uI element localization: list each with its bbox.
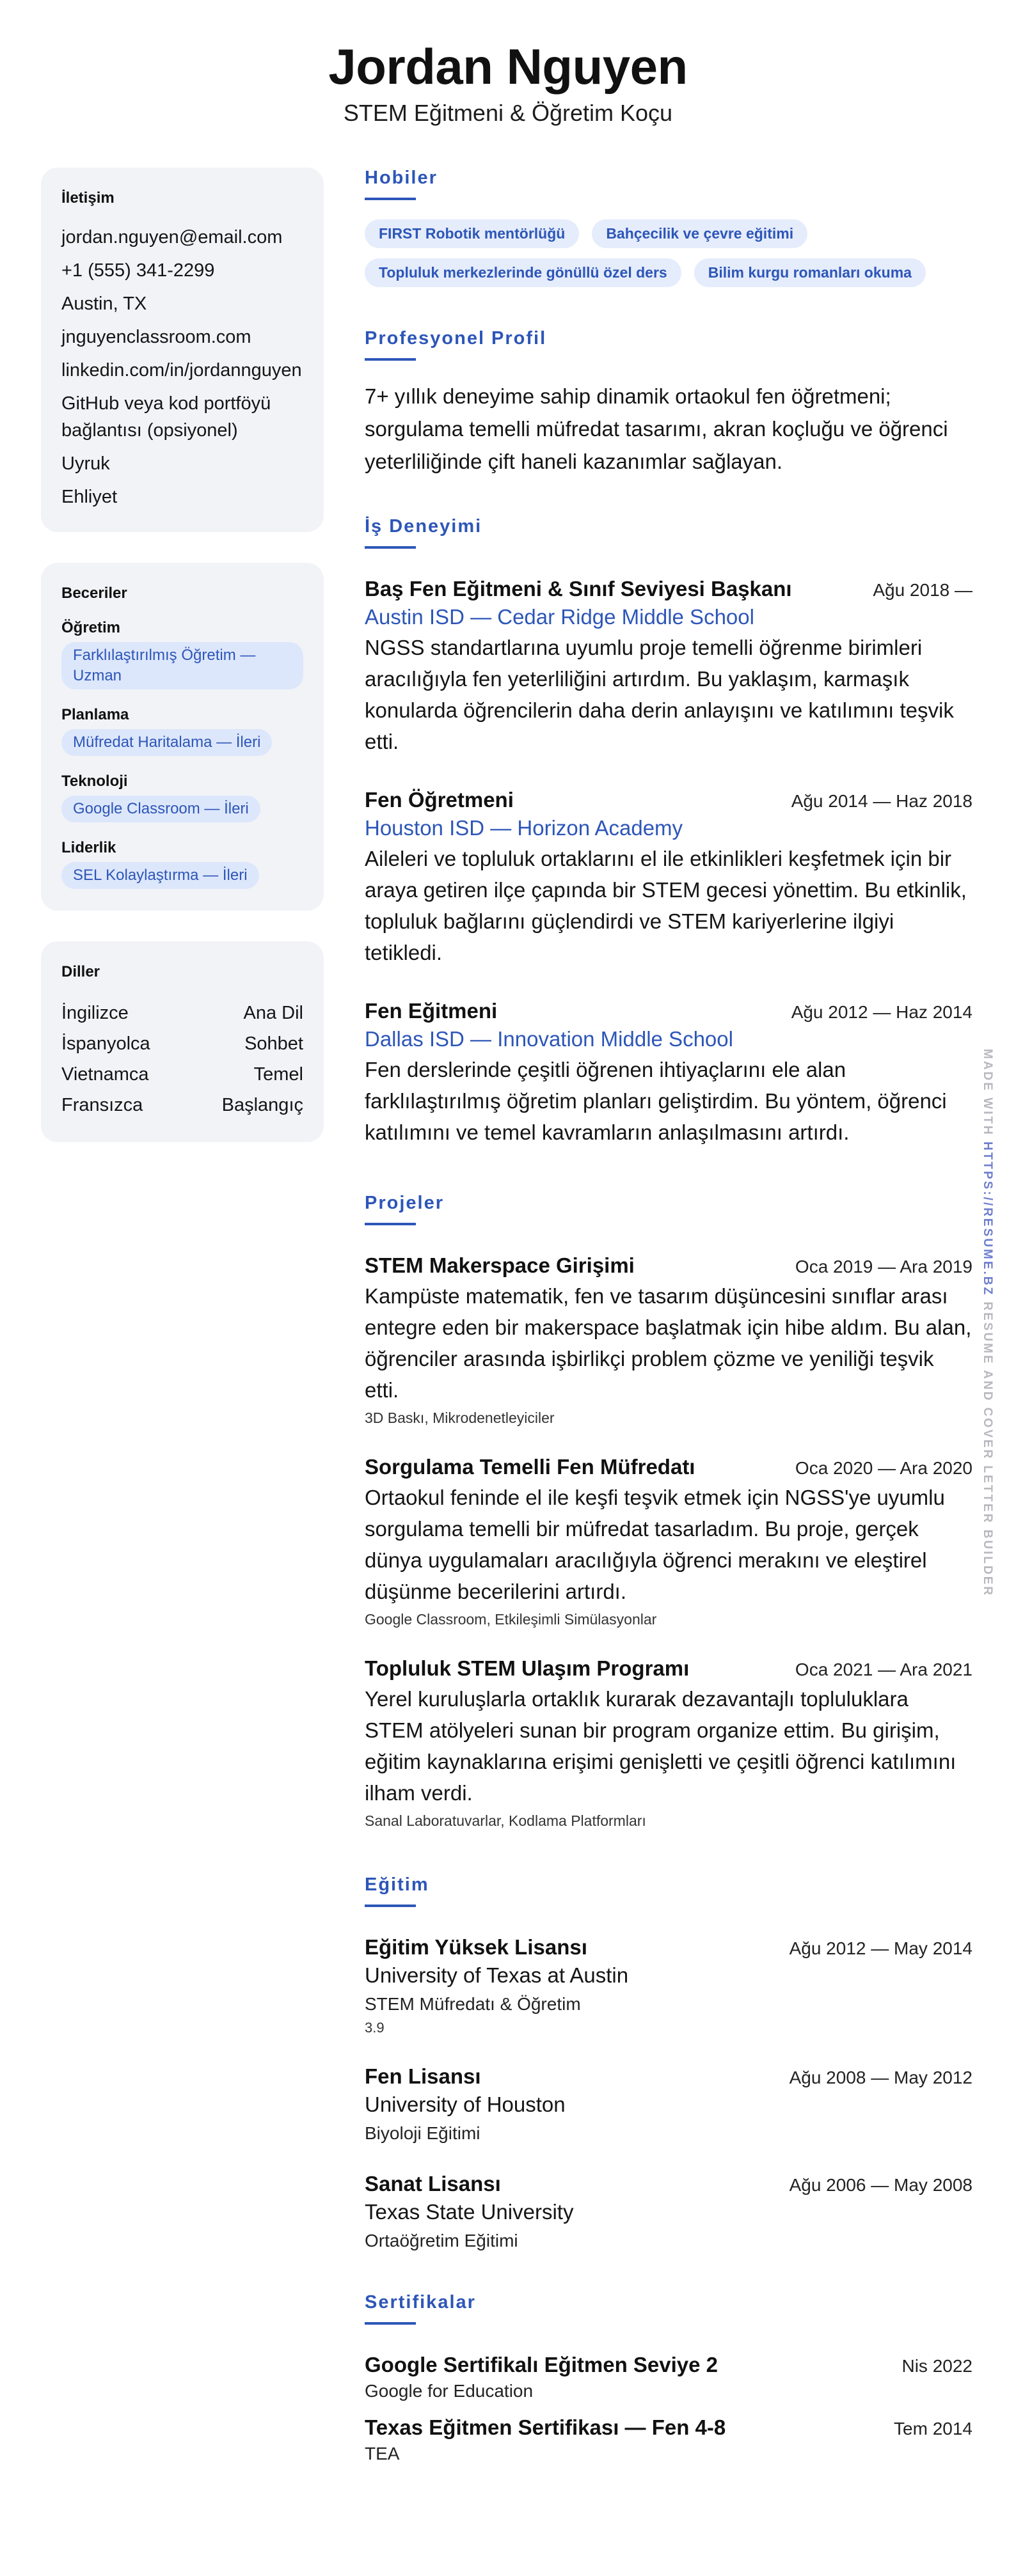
- section-title: Eğitim: [365, 1874, 429, 1895]
- project-description: Kampüste matematik, fen ve tasarım düşüncesini sınıflar arası entegre eden bir makerspace başlatmak için hibe aldım. Bu alan, öğrenciler arasında işbirlikçi problem çözme ve yeniliği teşvik etti.: [365, 1284, 972, 1402]
- school-name: University of Houston: [365, 2093, 566, 2116]
- hobby-tag: Topluluk merkezlerinde gönüllü özel ders: [365, 258, 681, 287]
- languages-card: [41, 941, 324, 1142]
- education-date: Ağu 2008 — May 2012: [789, 2068, 972, 2087]
- project-title: STEM Makerspace Girişimi: [365, 1253, 635, 1277]
- project-entry: [365, 1253, 972, 1427]
- language-row: [61, 1028, 303, 1059]
- school-name: Texas State University: [365, 2200, 574, 2224]
- hobby-tag: FIRST Robotik mentörlüğü: [365, 219, 579, 248]
- candidate-name: Jordan Nguyen: [328, 38, 688, 95]
- field-of-study: Biyoloji Eğitimi: [365, 2123, 480, 2143]
- certification-date: Nis 2022: [901, 2356, 972, 2376]
- project-technologies: Google Classroom, Etkileşimli Simülasyonlar: [365, 1611, 657, 1628]
- project-title: Sorgulama Temelli Fen Müfredatı: [365, 1455, 695, 1479]
- language-name: Fransızca: [61, 1095, 143, 1115]
- skill-group: [61, 706, 303, 756]
- section-divider: [365, 2322, 416, 2325]
- skills-card: [41, 563, 324, 911]
- language-row: [61, 998, 303, 1028]
- skill-pill: Farklılaştırılmış Öğretim — Uzman: [61, 642, 303, 689]
- certification-entry: [365, 2415, 972, 2464]
- job-employer: Dallas ISD — Innovation Middle School: [365, 1027, 733, 1051]
- section-divider: [365, 546, 416, 549]
- education-date: Ağu 2012 — May 2014: [789, 1938, 972, 1958]
- section-title: Projeler: [365, 1193, 444, 1213]
- education-entry: [365, 2064, 972, 2144]
- school-name: University of Texas at Austin: [365, 1963, 629, 1987]
- education-date: Ağu 2006 — May 2008: [789, 2175, 972, 2195]
- certification-name: Texas Eğitmen Sertifikası — Fen 4-8: [365, 2415, 726, 2439]
- project-description: Ortaokul feninde el ile keşfi teşvik etmek için NGSS'ye uyumlu sorgulama temelli bir müfredat tasarladım. Bu proje, gerçek dünya uygulamaları aracılığıyla öğrenci merakını ve eleştirel düşünme becerilerini artırdı.: [365, 1486, 945, 1603]
- job-title: Baş Fen Eğitmeni & Sınıf Seviyesi Başkanı: [365, 577, 792, 601]
- project-entry: [365, 1656, 972, 1830]
- certifications-section: [365, 2292, 972, 2464]
- project-description: Yerel kuruluşlarla ortaklık kurarak dezavantajlı topluluklara STEM atölyeleri sunan bir program organize ettim. Bu girişim, eğitim kaynaklarına erişimi genişletti ve çeşitli öğrenci katılımını ilham verdi.: [365, 1687, 956, 1805]
- contact-location: Austin, TX: [61, 294, 147, 314]
- certification-date: Tem 2014: [894, 2419, 972, 2439]
- projects-section: [365, 1193, 972, 1830]
- experience-entry: [365, 999, 972, 1148]
- field-of-study: Ortaöğretim Eğitimi: [365, 2231, 518, 2250]
- sidebar: [41, 168, 324, 1173]
- watermark-suffix: RESUME AND COVER LETTER BUILDER: [981, 1296, 994, 1598]
- education-entry: [365, 1935, 972, 2036]
- certification-name: Google Sertifikalı Eğitmen Seviye 2: [365, 2353, 718, 2376]
- field-of-study: STEM Müfredatı & Öğretim: [365, 1994, 581, 2014]
- language-row: [61, 1090, 303, 1120]
- job-date: Ağu 2012 — Haz 2014: [791, 1002, 972, 1022]
- project-title: Topluluk STEM Ulaşım Programı: [365, 1656, 690, 1680]
- language-row: [61, 1059, 303, 1090]
- section-title: Profesyonel Profil: [365, 328, 547, 349]
- job-description: Aileleri ve topluluk ortaklarını el ile etkinlikleri keşfetmek için bir araya getiren ilçe çapında bir STEM gecesi yönettim. Bu etkinlik, topluluk bağlarını güçlendirdi ve STEM kariyerlerine ilgiyi tetikledi.: [365, 847, 967, 964]
- skill-group: [61, 619, 303, 689]
- education-entry: [365, 2172, 972, 2251]
- job-description: Fen derslerinde çeşitli öğrenen ihtiyaçlarını ele alan farklılaştırılmış öğretim planları geliştirdim. Bu yöntem, öğrenci katılımını ve temel kavramların anlaşılmasını artırdı.: [365, 1058, 947, 1144]
- section-divider: [365, 1905, 416, 1907]
- job-title: Fen Eğitmeni: [365, 999, 498, 1023]
- job-description: NGSS standartlarına uyumlu proje temelli öğrenme birimleri aracılığıyla fen yeterliliğini artırdım. Bu yaklaşım, karmaşık konularda öğrencilerin daha derin anlayışını ve katılımını teşvik etti.: [365, 636, 954, 753]
- watermark-link[interactable]: HTTPS://RESUME.BZ: [981, 1142, 994, 1297]
- job-employer: Houston ISD — Horizon Academy: [365, 816, 683, 840]
- contact-email[interactable]: jordan.nguyen@email.com: [61, 227, 283, 247]
- section-title: Sertifikalar: [365, 2292, 476, 2313]
- skill-pill: SEL Kolaylaştırma — İleri: [61, 862, 259, 889]
- contact-title: İletişim: [61, 189, 115, 207]
- project-technologies: Sanal Laboratuvarlar, Kodlama Platformları: [365, 1812, 646, 1829]
- language-name: İngilizce: [61, 1003, 129, 1023]
- section-divider: [365, 198, 416, 200]
- builder-watermark: [980, 1049, 994, 1597]
- project-date: Oca 2020 — Ara 2020: [795, 1458, 972, 1478]
- job-date: Ağu 2014 — Haz 2018: [791, 791, 972, 811]
- profile-summary: 7+ yıllık deneyime sahip dinamik ortaokul fen öğretmeni; sorgulama temelli müfredat tasarımı, akran koçluğu ve öğrenci yeterliliğinde çift haneli kazanımlar sağlayan.: [365, 384, 948, 473]
- contact-license: Ehliyet: [61, 487, 118, 507]
- section-divider: [365, 1223, 416, 1225]
- hobby-tag: Bahçecilik ve çevre eğitimi: [592, 219, 807, 248]
- skills-title: Beceriler: [61, 585, 127, 602]
- experience-entry: [365, 577, 972, 757]
- contact-card: [41, 168, 324, 532]
- hobby-list: [365, 219, 972, 287]
- project-date: Oca 2019 — Ara 2019: [795, 1257, 972, 1276]
- degree-title: Fen Lisansı: [365, 2064, 481, 2088]
- resume-header: [0, 40, 1016, 127]
- project-technologies: 3D Baskı, Mikrodenetleyiciler: [365, 1410, 555, 1426]
- language-level: Başlangıç: [221, 1095, 303, 1115]
- contact-nationality: Uyruk: [61, 453, 110, 474]
- section-divider: [365, 358, 416, 361]
- experience-entry: [365, 788, 972, 968]
- gpa: 3.9: [365, 2020, 385, 2036]
- project-entry: [365, 1455, 972, 1628]
- languages-title: Diller: [61, 963, 100, 980]
- section-title: Hobiler: [365, 168, 438, 188]
- watermark-prefix: MADE WITH: [981, 1049, 994, 1142]
- certification-issuer: TEA: [365, 2444, 400, 2463]
- certification-issuer: Google for Education: [365, 2381, 534, 2401]
- language-level: Temel: [253, 1064, 303, 1085]
- language-name: Vietnamca: [61, 1064, 149, 1085]
- candidate-role: STEM Eğitmeni & Öğretim Koçu: [343, 99, 673, 126]
- experience-section: [365, 516, 972, 1148]
- hobbies-section: [365, 168, 972, 287]
- skill-label: Liderlik: [61, 839, 116, 856]
- project-date: Oca 2021 — Ara 2021: [795, 1660, 972, 1679]
- contact-linkedin[interactable]: linkedin.com/in/jordannguyen: [61, 360, 302, 381]
- certification-entry: [365, 2353, 972, 2401]
- language-level: Sohbet: [244, 1033, 303, 1054]
- skill-label: Öğretim: [61, 619, 121, 636]
- skill-label: Planlama: [61, 706, 129, 723]
- hobby-tag: Bilim kurgu romanları okuma: [694, 258, 926, 287]
- contact-website[interactable]: jnguyenclassroom.com: [61, 327, 251, 347]
- contact-github: GitHub veya kod portföyü bağlantısı (opsiyonel): [61, 393, 271, 441]
- skill-label: Teknoloji: [61, 773, 128, 790]
- skill-group: [61, 839, 303, 889]
- job-date: Ağu 2018 —: [873, 580, 972, 600]
- main-content: [365, 168, 972, 2464]
- job-employer: Austin ISD — Cedar Ridge Middle School: [365, 605, 754, 629]
- contact-phone[interactable]: +1 (555) 341-2299: [61, 260, 215, 281]
- skill-pill: Müfredat Haritalama — İleri: [61, 729, 272, 756]
- skill-pill: Google Classroom — İleri: [61, 796, 260, 822]
- degree-title: Sanat Lisansı: [365, 2172, 501, 2195]
- section-title: İş Deneyimi: [365, 516, 482, 537]
- degree-title: Eğitim Yüksek Lisansı: [365, 1935, 587, 1959]
- job-title: Fen Öğretmeni: [365, 788, 514, 812]
- language-name: İspanyolca: [61, 1033, 150, 1054]
- language-level: Ana Dil: [243, 1003, 303, 1023]
- profile-section: [365, 328, 972, 478]
- education-section: [365, 1874, 972, 2251]
- skill-group: [61, 773, 303, 822]
